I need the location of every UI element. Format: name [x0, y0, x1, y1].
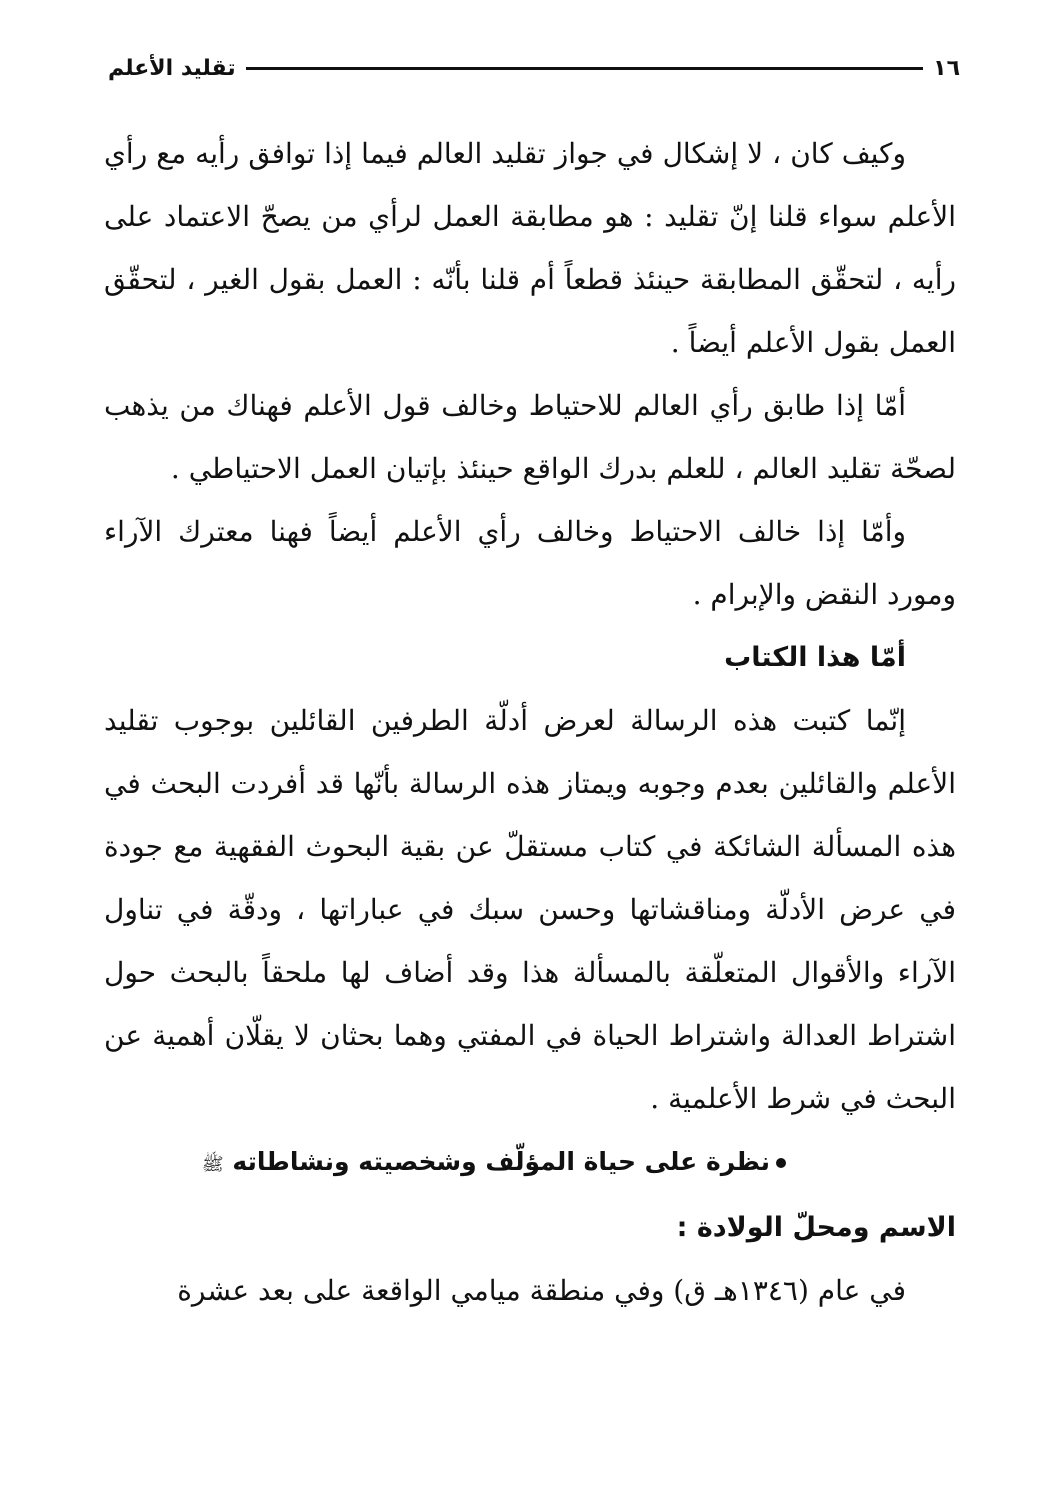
- honorific-symbol: ﷺ: [201, 1154, 224, 1175]
- running-header: [108, 52, 960, 84]
- running-title: تقليد الأعلم: [108, 55, 236, 81]
- section-heading-author: [104, 1130, 956, 1196]
- paragraph-5: في عام (١٣٤٦هـ ق) وفي منطقة ميامي الواقعة على بعد عشرة: [177, 1274, 906, 1307]
- paragraph-1: وكيف كان ، لا إشكال في جواز تقليد العالم فيما إذا توافق رأيه مع رأي الأعلم سواء قلنا إنّ تقليد : هو مطابقة العمل لرأي من يصحّ الاعتماد على رأيه ، لتحقّق المطابقة حينئذ قطعاً أم قلنا بأنّه : العمل بقول الغير ، لتحقّق العمل بقول الأعلم أيضاً .: [104, 137, 956, 359]
- body-text: [104, 122, 956, 1322]
- section-heading-name: الاسم ومحلّ الولادة :: [676, 1212, 956, 1243]
- author-heading-text: نظرة على حياة المؤلّف وشخصيته ونشاطاته: [232, 1147, 770, 1176]
- section-heading-book: أمّا هذا الكتاب: [724, 642, 906, 673]
- header-rule: [246, 67, 924, 70]
- page-number: ١٦: [933, 55, 960, 81]
- paragraph-2: أمّا إذا طابق رأي العالم للاحتياط وخالف قول الأعلم فهناك من يذهب لصحّة تقليد العالم ، للعلم بدرك الواقع حينئذ بإتيان العمل الاحتياطي .: [104, 389, 956, 485]
- paragraph-3: وأمّا إذا خالف الاحتياط وخالف رأي الأعلم أيضاً فهنا معترك الآراء ومورد النقض والإبرام .: [104, 515, 956, 611]
- bullet-icon: [776, 1158, 786, 1168]
- paragraph-4: إنّما كتبت هذه الرسالة لعرض أدلّة الطرفين القائلين بوجوب تقليد الأعلم والقائلين بعدم وجوبه ويمتاز هذه الرسالة بأنّها قد أفردت البحث في هذه المسألة الشائكة في كتاب مستقلّ عن بقية البحوث الفقهية مع جودة في عرض الأدلّة ومناقشاتها وحسن سبك في عباراتها ، ودقّة في تناول الآراء والأقوال المتعلّقة بالمسألة هذا وقد أضاف لها ملحقاً بالبحث حول اشتراط العدالة واشتراط الحياة في المفتي وهما بحثان لا يقلّان أهمية عن البحث في شرط الأعلمية .: [104, 704, 956, 1115]
